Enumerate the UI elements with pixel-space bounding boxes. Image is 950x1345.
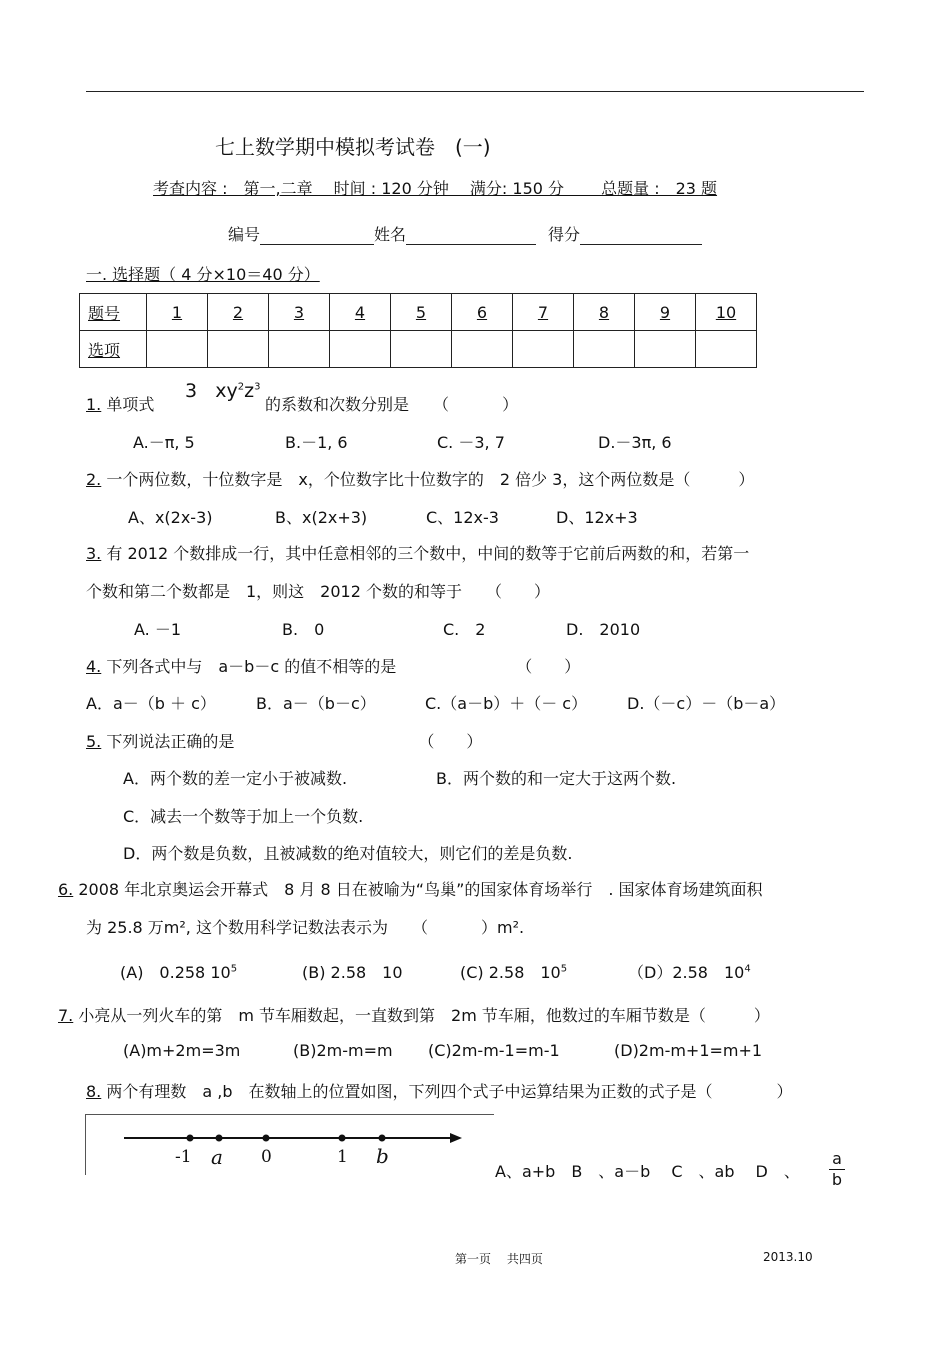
top-rule <box>86 91 864 92</box>
option: A．两个数的差一定小于被减数. <box>123 769 348 788</box>
question-number: 4. <box>86 657 102 676</box>
option-label: (C) 2.58 10 <box>460 963 561 982</box>
number-line-figure <box>85 1114 494 1175</box>
answer-cell[interactable] <box>452 331 513 368</box>
q8-options: A、a+b B 、a－b C 、ab D 、 <box>495 1162 800 1181</box>
answer-cell[interactable] <box>696 331 757 368</box>
table-cell: 1 <box>147 294 208 331</box>
question-5 <box>86 729 482 752</box>
question-1 <box>86 392 154 415</box>
option <box>120 960 237 983</box>
table-cell: 6 <box>452 294 513 331</box>
monomial-var: z <box>244 380 255 402</box>
option <box>628 960 751 983</box>
option: B．a－（b－c） <box>256 694 376 713</box>
number-line <box>86 1115 494 1175</box>
option: C.（a－b）＋（－ c） <box>425 694 588 713</box>
page-title: 七上数学期中模拟考试卷 (一) <box>215 135 491 159</box>
option: (B)2m-m=m <box>293 1041 393 1060</box>
option <box>302 960 403 983</box>
answer-cell[interactable] <box>513 331 574 368</box>
section-heading-text: 一. 选择题（ 4 分×10＝40 分） <box>86 265 320 284</box>
footer-page: 第一页 共四页 <box>455 1252 543 1266</box>
point-a <box>216 1135 223 1142</box>
option: (D)2m-m+1=m+1 <box>614 1041 763 1060</box>
question-text: 2008 年北京奥运会开幕式 8 月 8 日在被喻为“鸟巢”的国家体育场举行 . 国家体育场建筑面积 <box>78 880 763 899</box>
row-label: 题号 <box>80 294 147 331</box>
question-text: 下列各式中与 a－b－c 的值不相等的是 （ ） <box>106 657 581 676</box>
footer-date: 2013.10 <box>763 1250 813 1264</box>
question-text: 有 2012 个数排成一行，其中任意相邻的三个数中，中间的数等于它前后两数的和，若第一 <box>106 544 750 563</box>
option-exp: 5 <box>560 963 568 975</box>
answer-cell[interactable] <box>147 331 208 368</box>
name-blank[interactable] <box>406 226 536 245</box>
option-label: (A) 0.258 10 <box>120 963 231 982</box>
question-text: 小亮从一列火车的第 m 节车厢数起，一直数到第 2m 节车厢，他数过的车厢节数是（ ） <box>78 1006 770 1025</box>
question-text: 下列说法正确的是 （ ） <box>106 732 483 751</box>
point-0 <box>263 1135 270 1142</box>
option: C、12x-3 <box>426 508 499 527</box>
fraction-numerator: a <box>832 1149 842 1168</box>
option-exp: 4 <box>744 963 751 975</box>
option: B. 0 <box>282 620 325 639</box>
section-heading <box>86 262 320 285</box>
point-b <box>379 1135 386 1142</box>
table-cell: 7 <box>513 294 574 331</box>
axis-label: a <box>211 1145 223 1169</box>
option: D、12x+3 <box>556 508 638 527</box>
number-blank[interactable] <box>260 226 374 245</box>
table-cell: 8 <box>574 294 635 331</box>
table-cell: 3 <box>269 294 330 331</box>
question-number: 7. <box>58 1006 74 1025</box>
question-2 <box>86 467 754 490</box>
axis-label: -1 <box>175 1147 192 1167</box>
option: C. －3, 7 <box>437 433 505 452</box>
score-label: 得分 <box>548 225 581 244</box>
question-text: 一个两位数，十位数字是 x，个位数字比十位数字的 2 倍少 3，这个两位数是（ ） <box>106 470 755 489</box>
answer-cell[interactable] <box>574 331 635 368</box>
answer-cell[interactable] <box>208 331 269 368</box>
monomial-var: xy <box>215 380 238 402</box>
answer-cell[interactable] <box>635 331 696 368</box>
question-number: 6. <box>58 880 74 899</box>
monomial <box>185 380 260 402</box>
option: A．a－（b ＋ c） <box>86 694 216 713</box>
question-text: 两个有理数 a ,b 在数轴上的位置如图，下列四个式子中运算结果为正数的式子是（ ） <box>106 1082 793 1101</box>
option: A、x(2x-3) <box>128 508 213 527</box>
header-fields <box>228 222 702 245</box>
table-cell: 2 <box>208 294 269 331</box>
monomial-coef: 3 <box>185 380 198 402</box>
option: D．两个数是负数，且被减数的绝对值较大，则它们的差是负数. <box>123 844 573 863</box>
fraction <box>829 1150 845 1189</box>
option-label: (B) 2.58 10 <box>302 963 403 982</box>
answer-table <box>79 293 757 368</box>
axis-label: b <box>376 1144 389 1168</box>
option: B．两个数的和一定大于这两个数. <box>436 769 677 788</box>
table-cell: 4 <box>330 294 391 331</box>
table-cell: 9 <box>635 294 696 331</box>
axis-label: 1 <box>337 1147 348 1167</box>
question-number: 3. <box>86 544 102 563</box>
option: D. 2010 <box>566 620 641 639</box>
question-7 <box>58 1003 770 1026</box>
row-label: 选项 <box>80 331 147 368</box>
question-text: 单项式 <box>106 395 155 414</box>
option: A. －1 <box>134 620 182 639</box>
question-number: 8. <box>86 1082 102 1101</box>
table-cell: 5 <box>391 294 452 331</box>
answer-cell[interactable] <box>330 331 391 368</box>
table-row <box>80 331 757 368</box>
question-number: 2. <box>86 470 102 489</box>
answer-cell[interactable] <box>391 331 452 368</box>
option: (A)m+2m=3m <box>123 1041 241 1060</box>
option: (C)2m-m-1=m-1 <box>428 1041 560 1060</box>
fraction-denominator: b <box>831 1170 843 1189</box>
option: A.－π, 5 <box>133 433 195 452</box>
option-label: （D）2.58 10 <box>628 963 745 982</box>
option: D.－3π, 6 <box>598 433 672 452</box>
option: D.（－c）－（b－a） <box>627 694 786 713</box>
question-6 <box>58 877 763 900</box>
option: B.－1, 6 <box>285 433 348 452</box>
point-neg1 <box>187 1135 194 1142</box>
name-label: 姓名 <box>374 225 407 244</box>
option: C. 2 <box>443 620 486 639</box>
arrow-icon <box>450 1133 462 1143</box>
number-label: 编号 <box>228 225 261 244</box>
option <box>460 960 567 983</box>
question-text: 的系数和次数分别是 （ ） <box>265 395 519 414</box>
option-exp: 5 <box>230 963 238 975</box>
question-text: 为 25.8 万m², 这个数用科学记数法表示为 （ ）m². <box>86 918 525 937</box>
point-1 <box>339 1135 346 1142</box>
question-number: 1. <box>86 395 102 414</box>
question-number: 5. <box>86 732 102 751</box>
monomial-exp: 3 <box>254 381 261 393</box>
option: B、x(2x+3) <box>275 508 368 527</box>
question-4 <box>86 654 580 677</box>
table-row <box>80 294 757 331</box>
table-cell: 10 <box>696 294 757 331</box>
answer-cell[interactable] <box>269 331 330 368</box>
axis-label: 0 <box>261 1147 272 1167</box>
question-8 <box>86 1079 793 1102</box>
option: C．减去一个数等于加上一个负数. <box>123 807 364 826</box>
exam-info: 考查内容 : 第一,二章 时间 : 120 分钟 满分: 150 分 总题量 : 23 题 <box>153 179 718 198</box>
monomial-exp: 2 <box>237 381 245 393</box>
question-text: 个数和第二个数都是 1，则这 2012 个数的和等于 （ ） <box>86 582 550 601</box>
question-3 <box>86 541 749 564</box>
score-blank[interactable] <box>580 226 702 245</box>
